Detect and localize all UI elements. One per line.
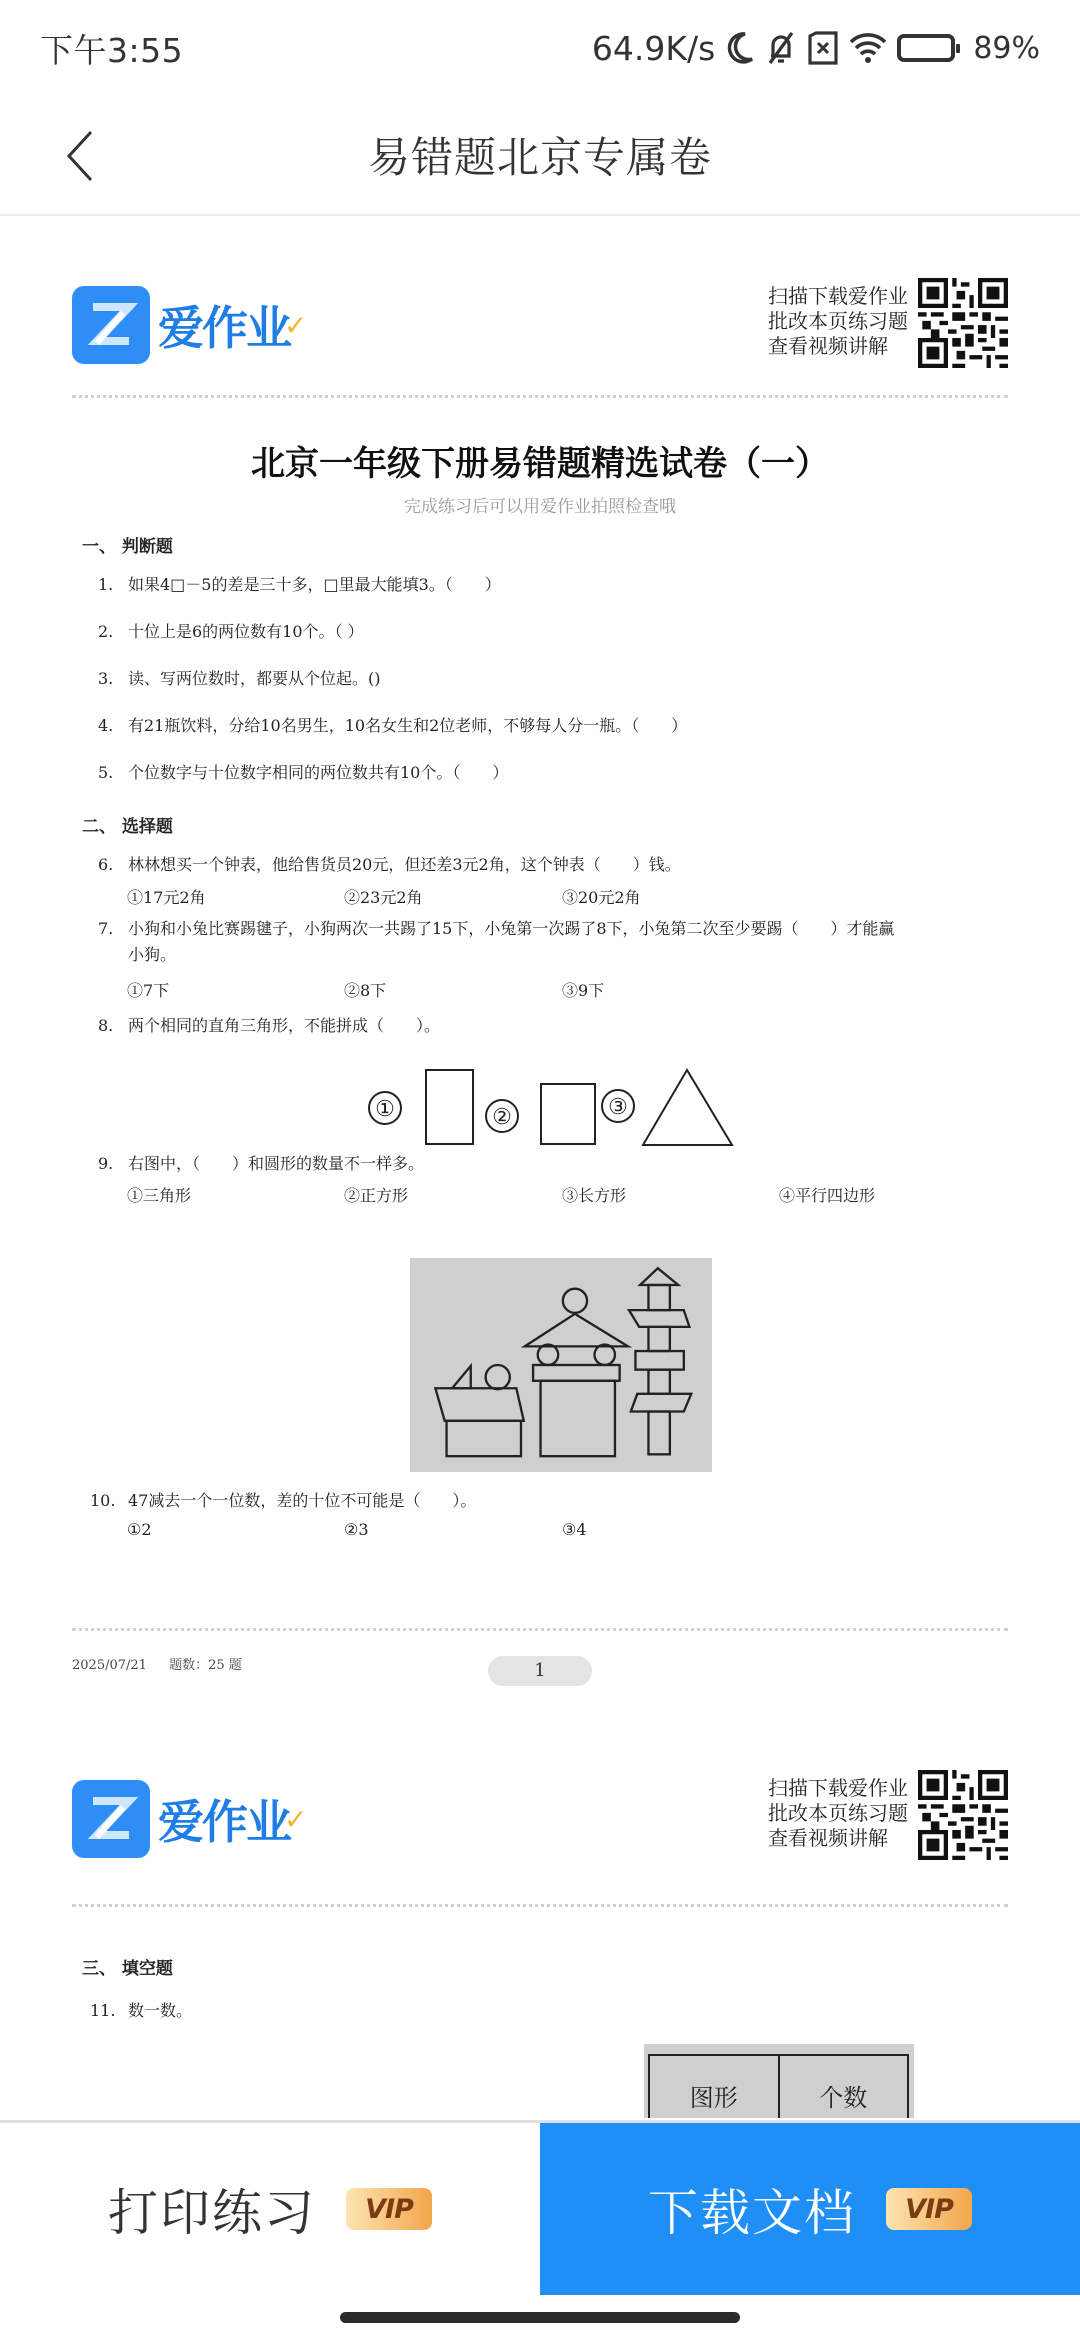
battery-icon — [897, 34, 955, 62]
network-speed: 64.9K/s — [591, 28, 716, 68]
question-5: 5. 个位数字与十位数字相同的两位数共有10个。（ ） — [98, 763, 509, 782]
question-7-cont: 小狗。 — [128, 945, 177, 964]
page-header — [72, 1742, 1008, 1850]
svg-text:③: ③ — [608, 1095, 628, 1120]
option: ④平行四边形 — [779, 1186, 876, 1205]
qr-code-icon — [918, 278, 1008, 368]
status-icons — [592, 29, 1040, 68]
logo-badge — [72, 1780, 150, 1858]
wifi-icon — [849, 31, 887, 65]
vip-badge-icon: VIP — [346, 2188, 432, 2230]
table-header-count: 个数 — [778, 2056, 908, 2118]
section-heading-judgement: 一、 判断题 — [82, 537, 173, 557]
option: ③4 — [562, 1520, 587, 1539]
print-label: 打印练习 — [108, 2184, 316, 2242]
promo-text: 扫描下载爱作业 批改本页练习题 查看视频讲解 — [768, 284, 908, 358]
option: ③长方形 — [562, 1186, 627, 1205]
option: ③9下 — [562, 981, 605, 1000]
option: ①7下 — [127, 981, 170, 1000]
question-7: 7. 小狗和小兔比赛踢毽子，小狗两次一共踢了15下，小兔第一次踢了8下，小兔第二次至少要踢（ ）才能赢 — [98, 919, 895, 938]
bottom-action-bar — [0, 2120, 1080, 2295]
table-header-shape: 图形 — [689, 2083, 738, 2112]
document-viewer[interactable] — [0, 218, 1080, 2118]
logo-badge — [72, 286, 150, 364]
question-1: 1. 如果4□－5的差是三十多，□里最大能填3。（ ） — [98, 575, 501, 594]
question-11: 11. 数一数。 — [90, 2001, 193, 2020]
option: ①三角形 — [127, 1186, 192, 1205]
promo-text: 扫描下载爱作业 批改本页练习题 查看视频讲解 — [768, 1776, 908, 1850]
question-11-table — [644, 2044, 914, 2118]
print-practice-button[interactable] — [0, 2123, 540, 2295]
option: ①17元2角 — [127, 888, 206, 907]
question-6: 6. 林林想买一个钟表，他给售货员20元，但还差3元2角，这个钟表（ ）钱。 — [98, 855, 681, 874]
logo-text: 爱作业 — [158, 1795, 290, 1849]
question-8-figure — [365, 1058, 765, 1148]
check-icon: ✓ — [284, 308, 308, 342]
sim-x-icon — [807, 31, 839, 65]
moon-icon — [725, 31, 755, 65]
section-heading-fill: 三、 填空题 — [82, 1959, 173, 1979]
document-title: 北京一年级下册易错题精选试卷（一） — [251, 444, 829, 484]
question-2: 2. 十位上是6的两位数有10个。（ ） — [98, 622, 364, 641]
header-divider — [72, 1904, 1008, 1907]
question-9-figure — [410, 1258, 712, 1472]
status-bar — [0, 0, 1080, 96]
option: ①2 — [127, 1520, 152, 1539]
option: ②23元2角 — [344, 888, 423, 907]
question-4: 4. 有21瓶饮料，分给10名男生，10名女生和2位老师，不够每人分一瓶。（ ） — [98, 716, 688, 735]
app-header — [0, 96, 1080, 216]
footer-divider — [72, 1628, 1008, 1631]
qr-code-icon — [918, 1770, 1008, 1860]
brand-logo — [72, 286, 307, 364]
document-subtitle: 完成练习后可以用爱作业拍照检查哦 — [404, 497, 676, 517]
header-divider — [72, 395, 1008, 398]
section-heading-choice: 二、 选择题 — [82, 817, 173, 837]
brand-logo — [72, 1780, 307, 1858]
vip-badge-icon: VIP — [886, 2188, 972, 2230]
download-label: 下载文档 — [648, 2184, 856, 2242]
question-9: 9. 右图中，（ ）和圆形的数量不一样多。 — [98, 1154, 425, 1173]
back-button[interactable] — [50, 124, 110, 188]
question-8: 8. 两个相同的直角三角形，不能拼成（ ）。 — [98, 1016, 441, 1035]
logo-text: 爱作业 — [158, 301, 290, 355]
option: ②正方形 — [344, 1186, 409, 1205]
option: ②3 — [344, 1520, 369, 1539]
question-10: 10. 47减去一个一位数，差的十位不可能是（ ）。 — [90, 1491, 477, 1510]
bell-off-icon — [765, 30, 797, 66]
page-title: 易错题北京专属卷 — [367, 133, 712, 182]
check-icon: ✓ — [284, 1802, 308, 1836]
question-3: 3. 读、写两位数时，都要从个位起。() — [98, 669, 381, 688]
page-header — [72, 278, 1008, 378]
page-footer-meta: 2025/07/21 题数：25 题 — [72, 1658, 242, 1673]
battery-percent: 89% — [973, 30, 1040, 66]
status-time: 下午3:55 — [40, 30, 184, 70]
svg-text:②: ② — [492, 1105, 512, 1130]
download-document-button[interactable] — [540, 2123, 1080, 2295]
chevron-left-icon — [65, 130, 95, 182]
home-indicator[interactable] — [340, 2312, 740, 2323]
page-number-badge: 1 — [488, 1656, 592, 1686]
svg-text:①: ① — [375, 1097, 395, 1122]
option: ③20元2角 — [562, 888, 641, 907]
option: ②8下 — [344, 981, 387, 1000]
